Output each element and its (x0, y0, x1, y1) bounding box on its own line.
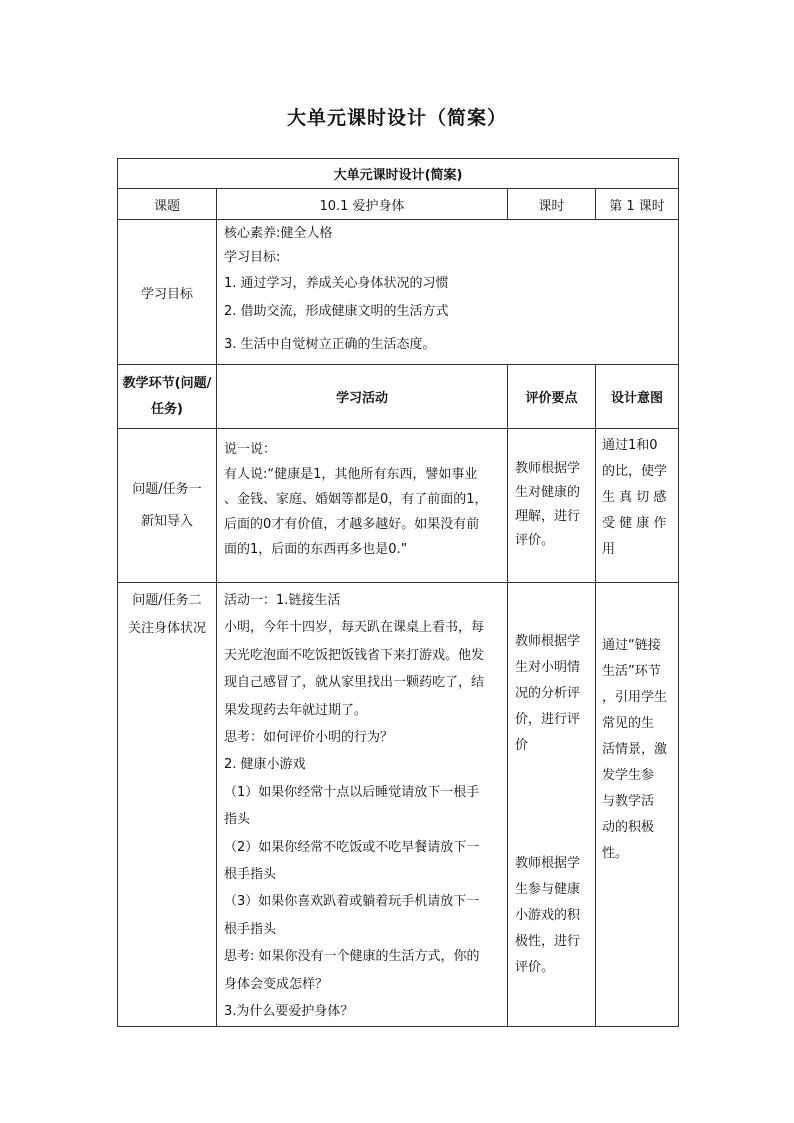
task1-intent-line: 通过1和0 (602, 438, 658, 453)
goals-content (217, 220, 679, 365)
task1-evaluation-line: 理解，进行 (515, 509, 581, 524)
task2-activity-line: 小明，今年十四岁，每天趴在课桌上看书，每 (224, 620, 485, 636)
task2-activity-line: （1）如果你经常十点以后睡觉请放下一根手 (224, 784, 480, 800)
col-header-evaluation: 评价要点 (508, 365, 596, 429)
task2-activity-line: （3）如果你喜欢趴着或躺着玩手机请放下一 (224, 894, 480, 910)
task2-activity (217, 583, 508, 1027)
task1-intent-line: 受 健 康 作 (602, 516, 667, 531)
task2-evaluation-line: 生对小明情 (515, 660, 581, 675)
table-header-title: 大单元课时设计(简案) (118, 159, 679, 189)
period-label: 课时 (508, 189, 596, 220)
task1-stage (118, 429, 217, 583)
task2-evaluation-line: 教师根据学 (515, 856, 581, 871)
topic-value: 10.1 爱护身体 (217, 189, 508, 220)
task2-activity-line: 根手指头 (224, 921, 277, 937)
task2-evaluation-line: 生参与健康 (515, 882, 581, 897)
task1-activity-line: 有人说:“健康是1，其他所有东西，譬如事业 (224, 467, 478, 482)
task1-activity-line: 说一说： (224, 442, 277, 457)
task2-evaluation-line: 价，进行评 (515, 712, 581, 727)
task2-row (118, 583, 679, 1027)
col-header-activity: 学习活动 (217, 365, 508, 429)
task1-intent-line: 用 (602, 542, 616, 557)
task2-intent-line: 通过“链接 (602, 638, 661, 653)
task2-intent-line: ，引用学生 (602, 690, 668, 705)
goals-line: 1. 通过学习，养成关心身体状况的习惯 (224, 276, 449, 291)
task2-evaluation-line: 价 (515, 738, 529, 753)
task2-activity-line: 思考: 如果你没有一个健康的生活方式，你的 (224, 949, 480, 965)
column-header-row (118, 365, 679, 429)
task2-activity-line: （2）如果你经常不吃饭或不吃早餐请放下一 (224, 839, 480, 855)
task1-stage-line: 新知导入 (140, 513, 193, 529)
task2-stage-line: 问题/任务二 (132, 593, 202, 608)
goals-line: 学习目标: (224, 250, 281, 265)
task1-evaluation-line: 评价。 (515, 533, 555, 548)
task2-stage-line: 关注身体状况 (127, 621, 206, 636)
period-value: 第 1 课时 (596, 189, 679, 220)
task2-evaluation-line: 小游戏的积 (515, 908, 581, 923)
task2-evaluation-spacer (515, 759, 591, 851)
topic-row (118, 189, 679, 220)
task1-row (118, 429, 679, 583)
task1-stage-line: 问题/任务一 (132, 481, 202, 497)
goals-line: 2. 借助交流，形成健康文明的生活方式 (224, 304, 449, 319)
task1-activity-line: 、金钱、家庭、婚姻等都是0，有了前面的1， (224, 492, 488, 507)
task2-activity-line: 3.为什么要爱护身体？ (224, 1004, 354, 1020)
task2-activity-line: 天光吃泡面不吃饭把饭钱省下来打游戏。他发 (224, 647, 485, 663)
task1-evaluation (508, 429, 596, 583)
task1-activity-line: 面的1，后面的东西再多也是0.” (224, 542, 408, 557)
goals-label: 学习目标 (118, 220, 217, 365)
task2-intent-line: 发学生参 (602, 768, 655, 783)
task2-activity-line: 身体会变成怎样？ (224, 976, 329, 992)
task2-activity-line: 思考：如何评价小明的行为？ (224, 730, 394, 746)
task1-intent-line: 生 真 切 感 (602, 490, 667, 505)
col-header-stage: 教学环节(问题/任务) (118, 365, 217, 429)
document-title: 大单元课时设计（简案） (286, 107, 507, 129)
task2-evaluation-line: 教师根据学 (515, 634, 581, 649)
task2-intent-line: 与教学活 (602, 794, 655, 809)
goals-line: 3. 生活中自觉树立正确的生活态度。 (224, 337, 436, 352)
task2-intent-line: 生活”环节 (602, 664, 661, 679)
task2-evaluation-line: 评价。 (515, 960, 555, 975)
task2-activity-line: 指头 (224, 812, 251, 828)
task2-activity-line: 2. 健康小游戏 (224, 757, 306, 773)
task2-activity-line: 现自己感冒了，就从家里找出一颗药吃了，结 (224, 675, 485, 691)
col-header-intent: 设计意图 (596, 365, 679, 429)
task1-evaluation-line: 教师根据学 (515, 461, 581, 476)
task1-activity-line: 后面的0才有价值，才越多越好。如果没有前 (224, 517, 480, 532)
table-header-row (118, 159, 679, 189)
task2-evaluation-line: 况的分析评 (515, 686, 581, 701)
task1-intent (596, 429, 679, 583)
task2-intent (596, 583, 679, 1027)
topic-label: 课题 (118, 189, 217, 220)
task2-evaluation-line: 极性，进行 (515, 934, 581, 949)
task2-intent-line: 性。 (602, 846, 629, 861)
task2-activity-line: 活动一：1.链接生活 (224, 593, 341, 608)
task2-intent-line: 常见的生 (602, 716, 655, 731)
task2-intent-line: 动的积极 (602, 820, 655, 835)
goals-row (118, 220, 679, 365)
task2-activity-line: 根手指头 (224, 867, 277, 883)
goals-line: 核心素养:健全人格 (224, 226, 333, 241)
task1-intent-line: 的比，使学 (602, 464, 668, 479)
lesson-plan-table (117, 158, 679, 1027)
task2-intent-line: 活情景，激 (602, 742, 668, 757)
task2-evaluation (508, 583, 596, 1027)
task2-activity-line: 果发现药去年就过期了。 (224, 702, 368, 718)
task1-evaluation-line: 生对健康的 (515, 485, 581, 500)
task2-stage (118, 583, 217, 1027)
task1-activity (217, 429, 508, 583)
